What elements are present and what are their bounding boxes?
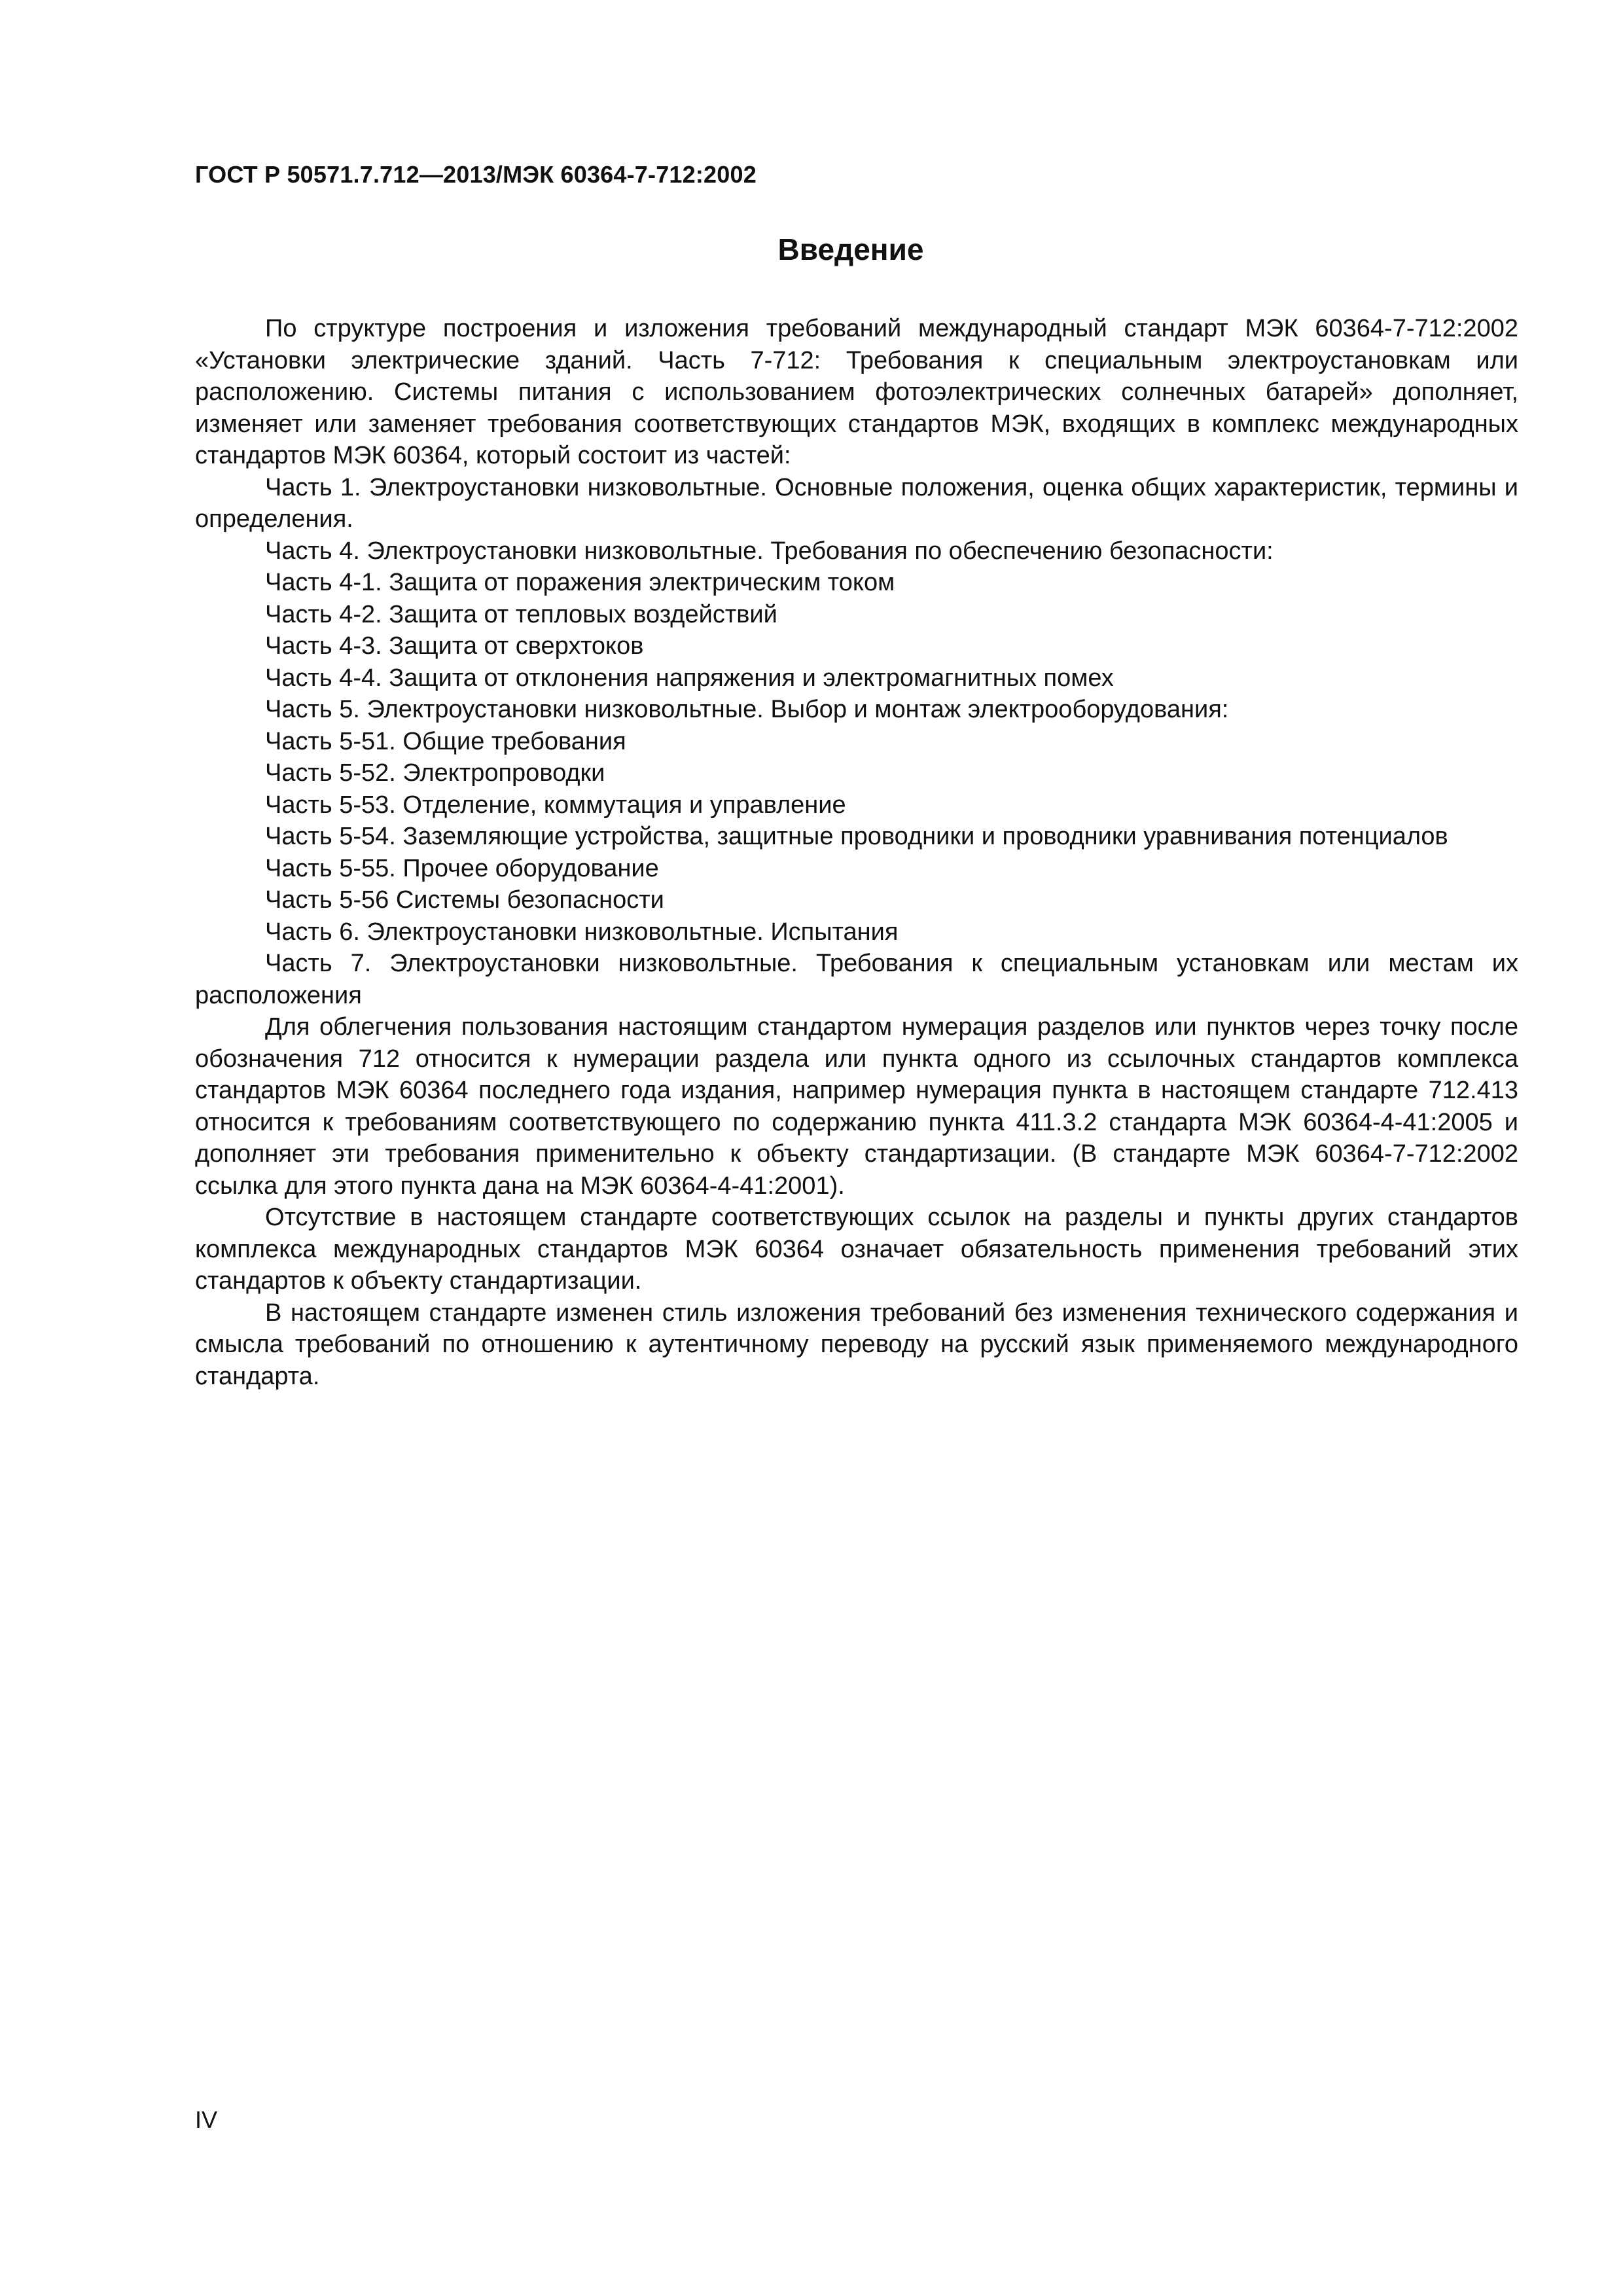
page-number: IV <box>195 2106 218 2133</box>
standard-code-header: ГОСТ Р 50571.7.712—2013/МЭК 60364-7-712:2002 <box>195 161 757 188</box>
paragraph: Часть 5-55. Прочее оборудование <box>265 854 659 882</box>
paragraph: Часть 6. Электроустановки низковольтные. Испытания <box>265 918 899 946</box>
paragraph: Часть 5-53. Отделение, коммутация и управление <box>265 791 846 819</box>
paragraph: По структуре построения и изложения требований международный стандарт МЭК 60364-7-712:2002 «Установки электрические зданий. Часть 7-712: Требования к специальным электроустановкам или расположению. Системы питания с использованием фотоэлектрических солнечных батарей» дополняет, изменяет или заменяет требования соответствующих стандартов МЭК, входящих в комплекс международных стандартов МЭК 60364, который состоит из частей: <box>195 315 1518 469</box>
paragraph: Часть 4-3. Защита от сверхтоков <box>265 632 644 660</box>
paragraph: Часть 4-2. Защита от тепловых воздействий <box>265 600 777 628</box>
paragraph: Часть 5-56 Системы безопасности <box>265 886 664 914</box>
paragraph: Часть 5-52. Электропроводки <box>265 759 605 787</box>
paragraph: Для облегчения пользования настоящим стандартом нумерация разделов или пунктов через точку после обозначения 712 относится к нумерации раздела или пункта одного из ссылочных стандартов комплекса стандартов МЭК 60364 последнего года издания, например нумерация пункта в настоящем стандарте 712.413 относится к требованиям соответствующего по содержанию пункта 411.3.2 стандарта МЭК 60364-4-41:2005 и дополняет эти требования применительно к объекту стандартизации. (В стандарте МЭК 60364-7-712:2002 ссылка для этого пункта дана на МЭК 60364-4-41:2001). <box>195 1013 1518 1200</box>
paragraph: Часть 1. Электроустановки низковольтные. Основные положения, оценка общих характеристик, термины и определения. <box>195 473 1518 533</box>
paragraph: Часть 4. Электроустановки низковольтные. Требования по обеспечению безопасности: <box>265 537 1274 565</box>
paragraph: Часть 5-51. Общие требования <box>265 727 626 755</box>
paragraph: Часть 5. Электроустановки низковольтные. Выбор и монтаж электрооборудования: <box>265 696 1229 723</box>
paragraph: Отсутствие в настоящем стандарте соответствующих ссылок на разделы и пункты других стандартов комплекса международных стандартов МЭК 60364 означает обязательность применения требований этих стандартов к объекту стандартизации. <box>195 1204 1518 1295</box>
paragraph: Часть 5-54. Заземляющие устройства, защитные проводники и проводники уравнивания потенциалов <box>265 823 1448 850</box>
paragraph: Часть 4-4. Защита от отклонения напряжения и электромагнитных помех <box>265 664 1114 692</box>
paragraph: Часть 4-1. Защита от поражения электрическим током <box>265 569 895 596</box>
document-body <box>195 313 1518 1392</box>
section-title: Введение <box>777 232 924 266</box>
paragraph: Часть 7. Электроустановки низковольтные. Требования к специальным установкам или местам их расположения <box>195 950 1518 1009</box>
paragraph: В настоящем стандарте изменен стиль изложения требований без изменения технического содержания и смысла требований по отношению к аутентичному переводу на русский язык применяемого международного стандарта. <box>195 1299 1518 1390</box>
